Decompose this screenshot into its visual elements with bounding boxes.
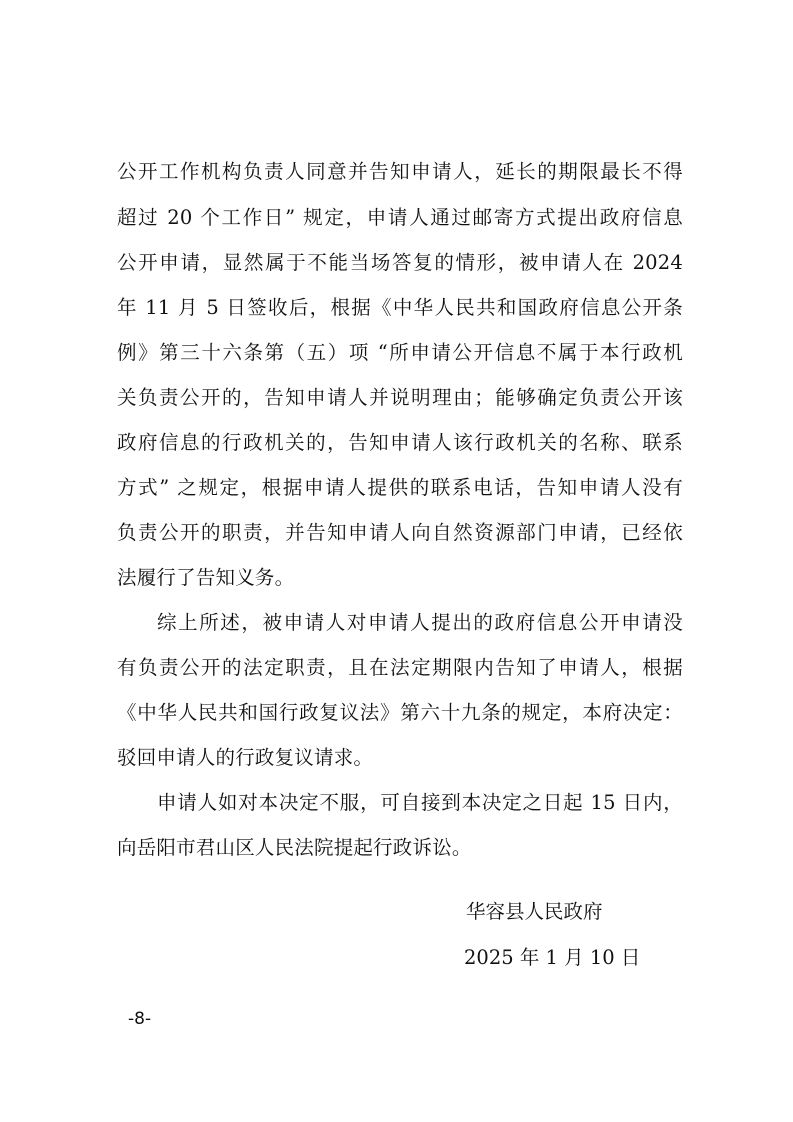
paragraph-2-line-1: 综上所述，被申请人对申请人提出的政府信息公开申请没 — [157, 611, 683, 634]
page-number: -8- — [128, 1009, 152, 1029]
paragraph-1-line-7: 政府信息的行政机关的，告知申请人该行政机关的名称、联系 — [117, 431, 683, 454]
paragraph-1-line-2: 超过 20 个工作日” 规定，申请人通过邮寄方式提出政府信息 — [117, 206, 683, 229]
paragraph-2-line-4: 驳回申请人的行政复议请求。 — [117, 746, 374, 769]
paragraph-1-line-5: 例》第三十六条第（五）项 “所申请公开信息不属于本行政机 — [117, 341, 683, 364]
paragraph-1-line-10: 法履行了告知义务。 — [117, 566, 295, 589]
signature-organization: 华容县人民政府 — [466, 900, 603, 923]
paragraph-1-line-8: 方式” 之规定，根据申请人提供的联系电话，告知申请人没有 — [117, 476, 683, 499]
paragraph-1-line-4: 年 11 月 5 日签收后，根据《中华人民共和国政府信息公开条 — [117, 296, 683, 319]
paragraph-1-line-6: 关负责公开的，告知申请人并说明理由；能够确定负责公开该 — [117, 386, 683, 409]
signature-date: 2025 年 1 月 10 日 — [464, 946, 641, 969]
paragraph-1-line-9: 负责公开的职责，并告知申请人向自然资源部门申请，已经依 — [117, 521, 683, 544]
paragraph-3-line-1: 申请人如对本决定不服，可自接到本决定之日起 15 日内， — [157, 791, 683, 814]
paragraph-2-line-2: 有负责公开的法定职责，且在法定期限内告知了申请人，根据 — [117, 656, 683, 679]
paragraph-1-line-3: 公开申请，显然属于不能当场答复的情形，被申请人在 2024 — [117, 251, 683, 274]
paragraph-2-line-3: 《中华人民共和国行政复议法》第六十九条的规定，本府决定： — [117, 701, 683, 724]
paragraph-1-line-1: 公开工作机构负责人同意并告知申请人，延长的期限最长不得 — [117, 160, 683, 183]
paragraph-3-line-2: 向岳阳市君山区人民法院提起行政诉讼。 — [117, 836, 472, 859]
